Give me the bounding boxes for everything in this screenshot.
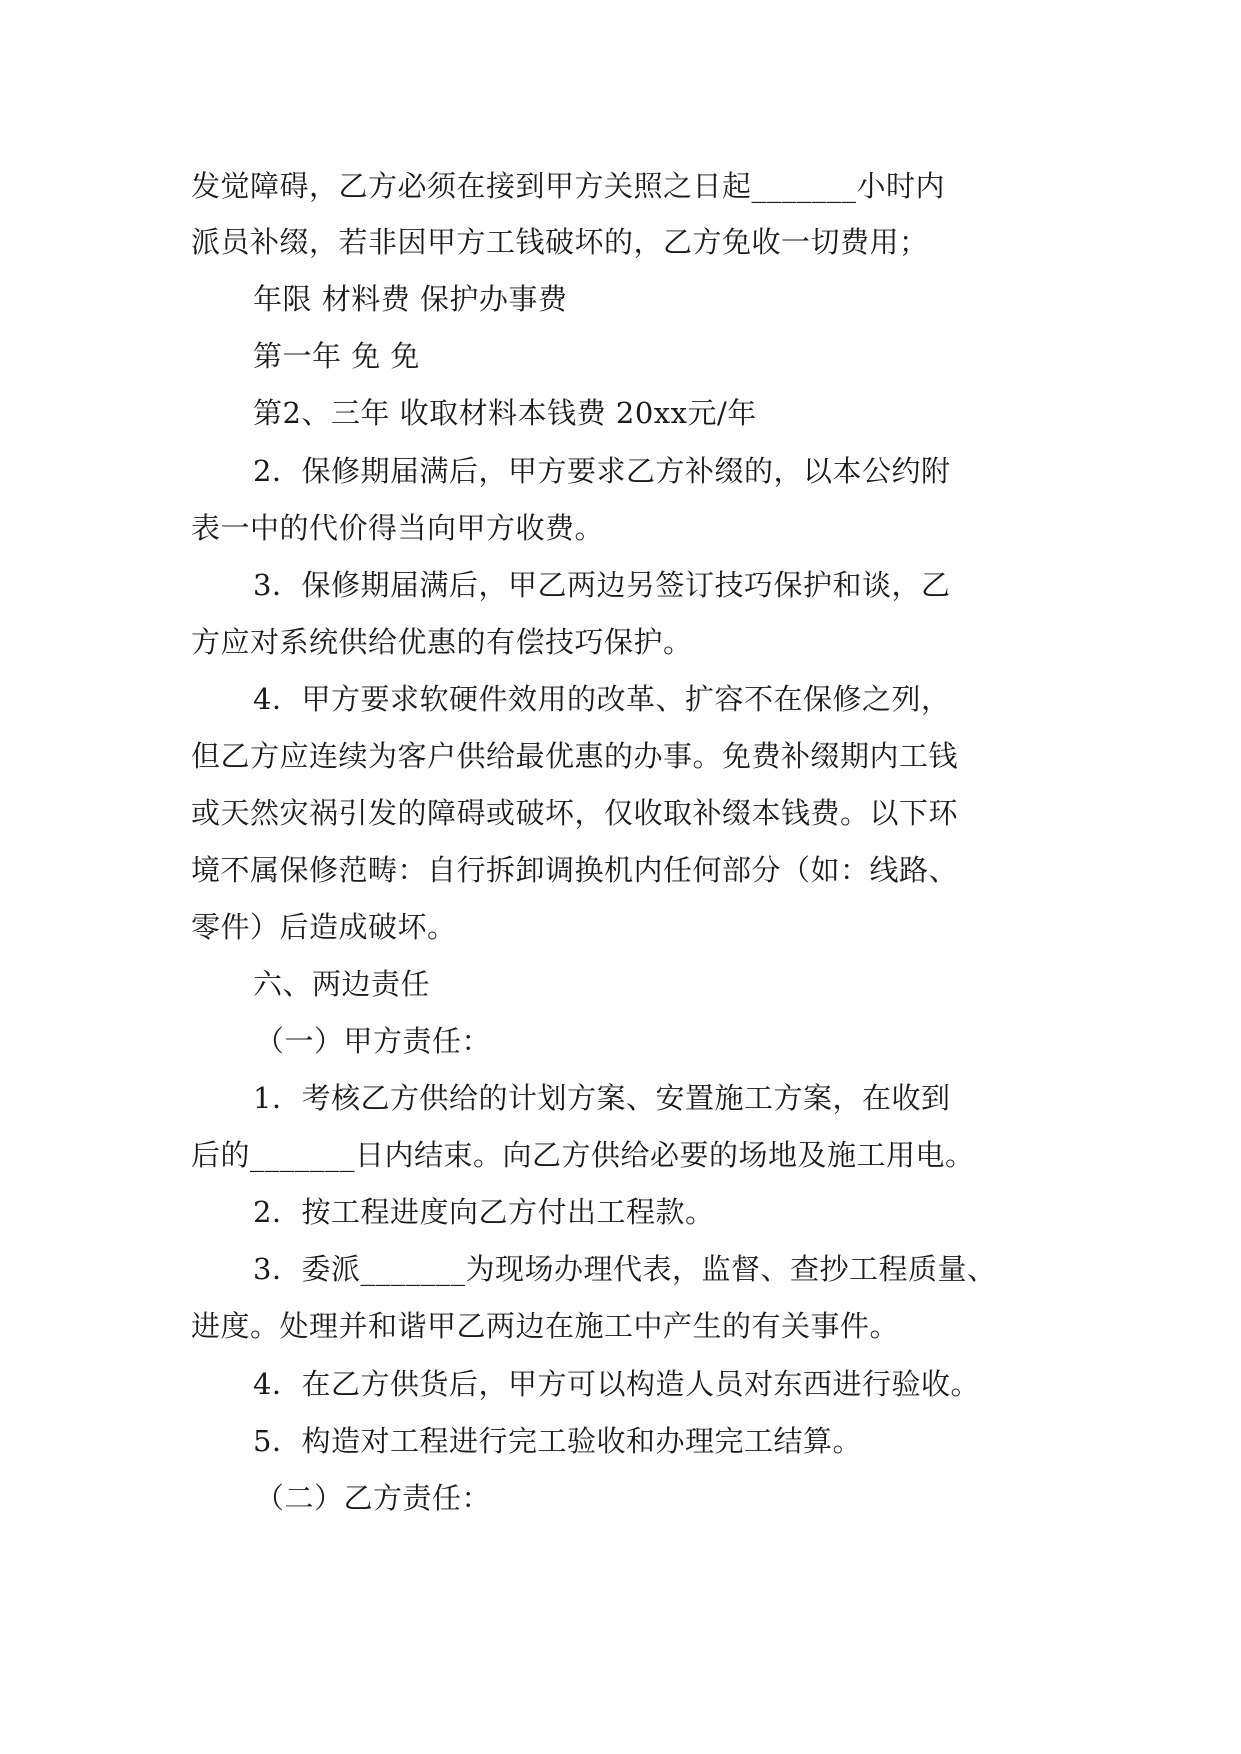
clause-2-line-1: 2．保修期届满后，甲方要求乙方补缀的，以本公约附 xyxy=(253,454,951,488)
party-a-item-2: 2．按工程进度向乙方付出工程款。 xyxy=(253,1195,715,1229)
party-a-item-3-line-2: 进度。处理并和谐甲乙两边在施工中产生的有关事件。 xyxy=(191,1309,900,1343)
party-a-item-3-line-1: 3．委派_______为现场办理代表，监督、查抄工程质量、 xyxy=(253,1252,997,1286)
clause-4-line-2: 但乙方应连续为客户供给最优惠的办事。免费补缀期内工钱 xyxy=(191,739,959,773)
clause-4-line-5: 零件）后造成破坏。 xyxy=(191,910,457,944)
party-a-item-5: 5．构造对工程进行完工验收和办理完工结算。 xyxy=(253,1424,862,1458)
clause-2-line-2: 表一中的代价得当向甲方收费。 xyxy=(191,511,605,545)
party-a-heading: （一）甲方责任： xyxy=(255,1024,492,1058)
party-a-item-1-line-1: 1．考核乙方供给的计划方案、安置施工方案，在收到 xyxy=(253,1081,951,1115)
text-line-2: 派员补缀，若非因甲方工钱破坏的，乙方免收一切费用； xyxy=(191,225,929,259)
table-row-year-1: 第一年 免 免 xyxy=(253,339,420,373)
table-row-year-2-3: 第2、三年 收取材料本钱费 20xx元/年 xyxy=(253,396,757,430)
party-b-heading: （二）乙方责任： xyxy=(255,1481,492,1515)
table-header-line: 年限 材料费 保护办事费 xyxy=(253,282,568,316)
text-line-1: 发觉障碍，乙方必须在接到甲方关照之日起_______小时内 xyxy=(191,169,946,203)
party-a-item-1-line-2: 后的_______日内结束。向乙方供给必要的场地及施工用电。 xyxy=(191,1138,975,1172)
clause-4-line-3: 或天然灾祸引发的障碍或破坏，仅收取补缀本钱费。以下环 xyxy=(191,796,959,830)
clause-3-line-1: 3．保修期届满后，甲乙两边另签订技巧保护和谈，乙 xyxy=(253,568,951,602)
section-6-heading: 六、两边责任 xyxy=(253,967,431,1001)
party-a-item-4: 4．在乙方供货后，甲方可以构造人员对东西进行验收。 xyxy=(253,1367,980,1401)
clause-3-line-2: 方应对系统供给优惠的有偿技巧保护。 xyxy=(191,625,693,659)
clause-4-line-1: 4．甲方要求软硬件效用的改革、扩容不在保修之列， xyxy=(253,682,951,716)
clause-4-line-4: 境不属保修范畴：自行拆卸调换机内任何部分（如：线路、 xyxy=(191,853,959,887)
